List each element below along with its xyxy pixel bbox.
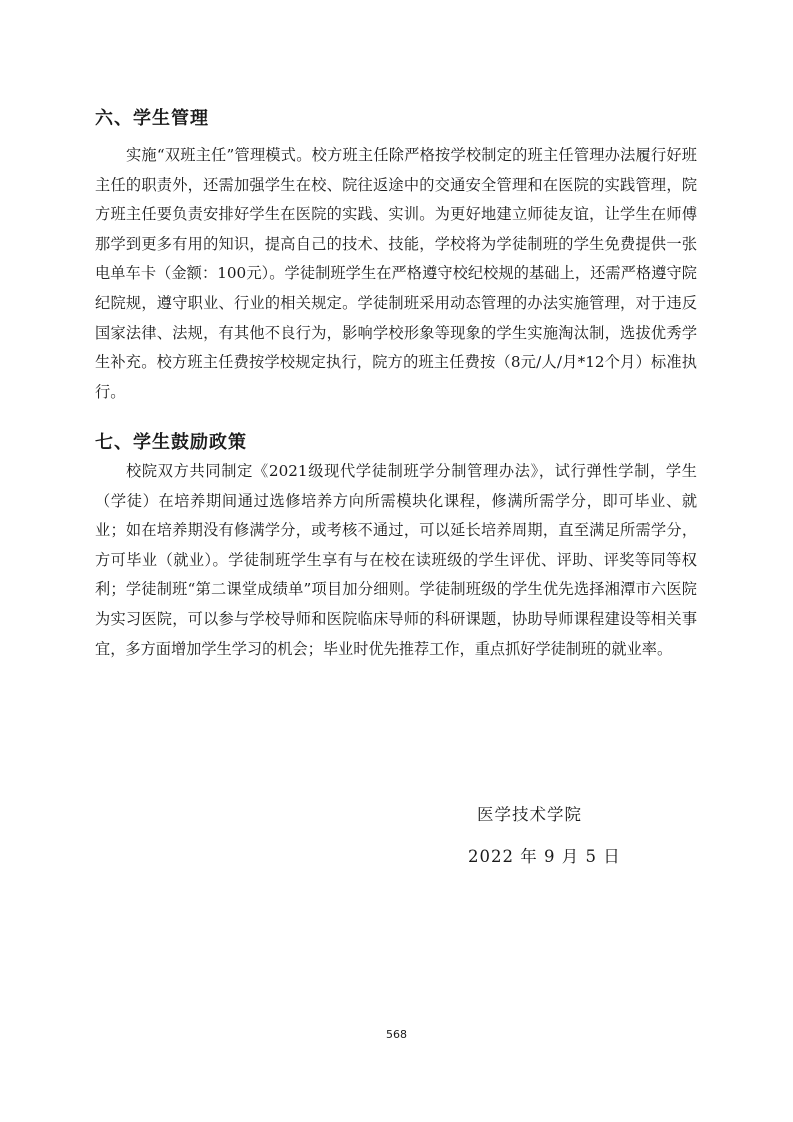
section-6-heading: 六、学生管理 [95,108,209,129]
section-6-body: 实施“双班主任”管理模式。校方班主任除严格按学校制定的班主任管理办法履行好班主任的职责外，还需加强学生在校、院往返途中的交通安全管理和在医院的实践管理，院方班主任要负责安排好学生在医院的实践、实训。为更好地建立师徒友谊，让学生在师傅那学到更多有用的知识，提高自己的技术、技能，学校将为学徒制班的学生免费提供一张电单车卡（金额：100元）。学徒制班学生在严格遵守校纪校规的基础上，还需严格遵守院纪院规，遵守职业、行业的相关规定。学徒制班采用动态管理的办法实施管理，对于违反国家法律、法规，有其他不良行为，影响学校形象等现象的学生实施淘汰制，选拔优秀学生补充。校方班主任费按学校规定执行，院方的班主任费按（8元/人/月*12个月）标准执行。 [95,146,697,401]
section-7-body: 校院双方共同制定《2021级现代学徒制班学分制管理办法》，试行弹性学制，学生（学徒）在培养期间通过选修培养方向所需模块化课程，修满所需学分，即可毕业、就业；如在培养期没有修满学分，或考核不通过，可以延长培养周期，直至满足所需学分，方可毕业（就业）。学徒制班学生享有与在校在读班级的学生评优、评助、评奖等同等权利；学徒制班“第二课堂成绩单”项目加分细则。学徒制班级的学生优先选择湘潭市六医院为实习医院，可以参与学校导师和医院临床导师的科研课题，协助导师课程建设等相关事宜，多方面增加学生学习的机会；毕业时优先推荐工作，重点抓好学徒制班的就业率。 [95,462,697,658]
page-number: 568 [386,1028,407,1041]
section-7-heading: 七、学生鼓励政策 [95,432,247,453]
signature-organization: 医学技术学院 [477,805,582,824]
signature-date: 2022 年 9 月 5 日 [468,847,621,866]
